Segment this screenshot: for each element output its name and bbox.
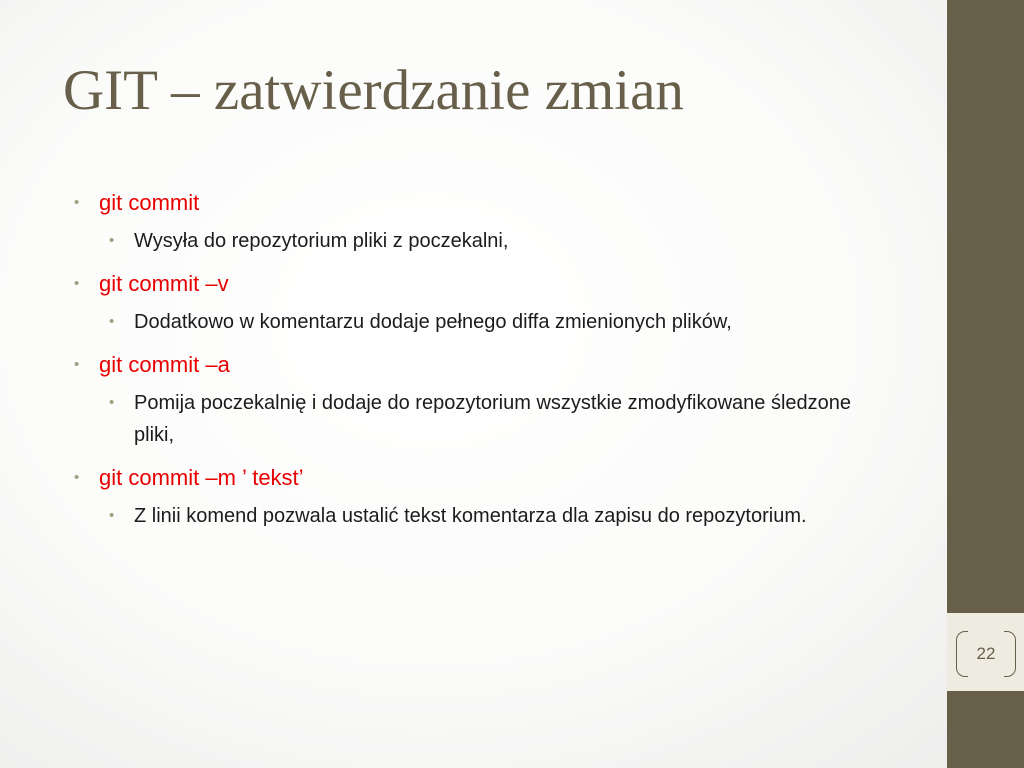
sub-bullet-item	[107, 225, 872, 257]
bullet-icon: •	[74, 469, 80, 486]
description-text: Pomija poczekalnię i dodaje do repozytorium wszystkie zmodyfikowane śledzone pliki,	[134, 392, 852, 446]
bullet-item-git-commit	[72, 186, 872, 220]
command-text: git commit –v	[99, 271, 229, 296]
description-text: Wysyła do repozytorium pliki z poczekalni,	[134, 230, 509, 252]
page-number: 22	[976, 644, 996, 663]
sub-bullet-item	[107, 387, 872, 451]
bullet-icon: •	[109, 313, 115, 330]
bullet-item-git-commit-a	[72, 348, 872, 382]
description-text: Dodatkowo w komentarzu dodaje pełnego diffa zmienionych plików,	[134, 311, 732, 333]
bullet-icon: •	[74, 194, 80, 211]
bullet-list	[72, 186, 872, 532]
bullet-icon: •	[109, 394, 115, 411]
sub-bullet-item	[107, 500, 872, 532]
bullet-item-git-commit-m	[72, 461, 872, 495]
bullet-icon: •	[74, 356, 80, 373]
command-text: git commit –m ’ tekst’	[99, 465, 304, 490]
bullet-icon: •	[109, 507, 115, 524]
sub-bullet-item	[107, 306, 872, 338]
command-text: git commit	[99, 190, 200, 215]
description-text: Z linii komend pozwala ustalić tekst komentarza dla zapisu do repozytorium.	[134, 505, 807, 527]
slide-title: GIT – zatwierdzanie zmian	[63, 59, 684, 122]
bullet-item-git-commit-v	[72, 267, 872, 301]
command-text: git commit –a	[99, 352, 230, 377]
bullet-icon: •	[109, 232, 115, 249]
bullet-icon: •	[74, 275, 80, 292]
